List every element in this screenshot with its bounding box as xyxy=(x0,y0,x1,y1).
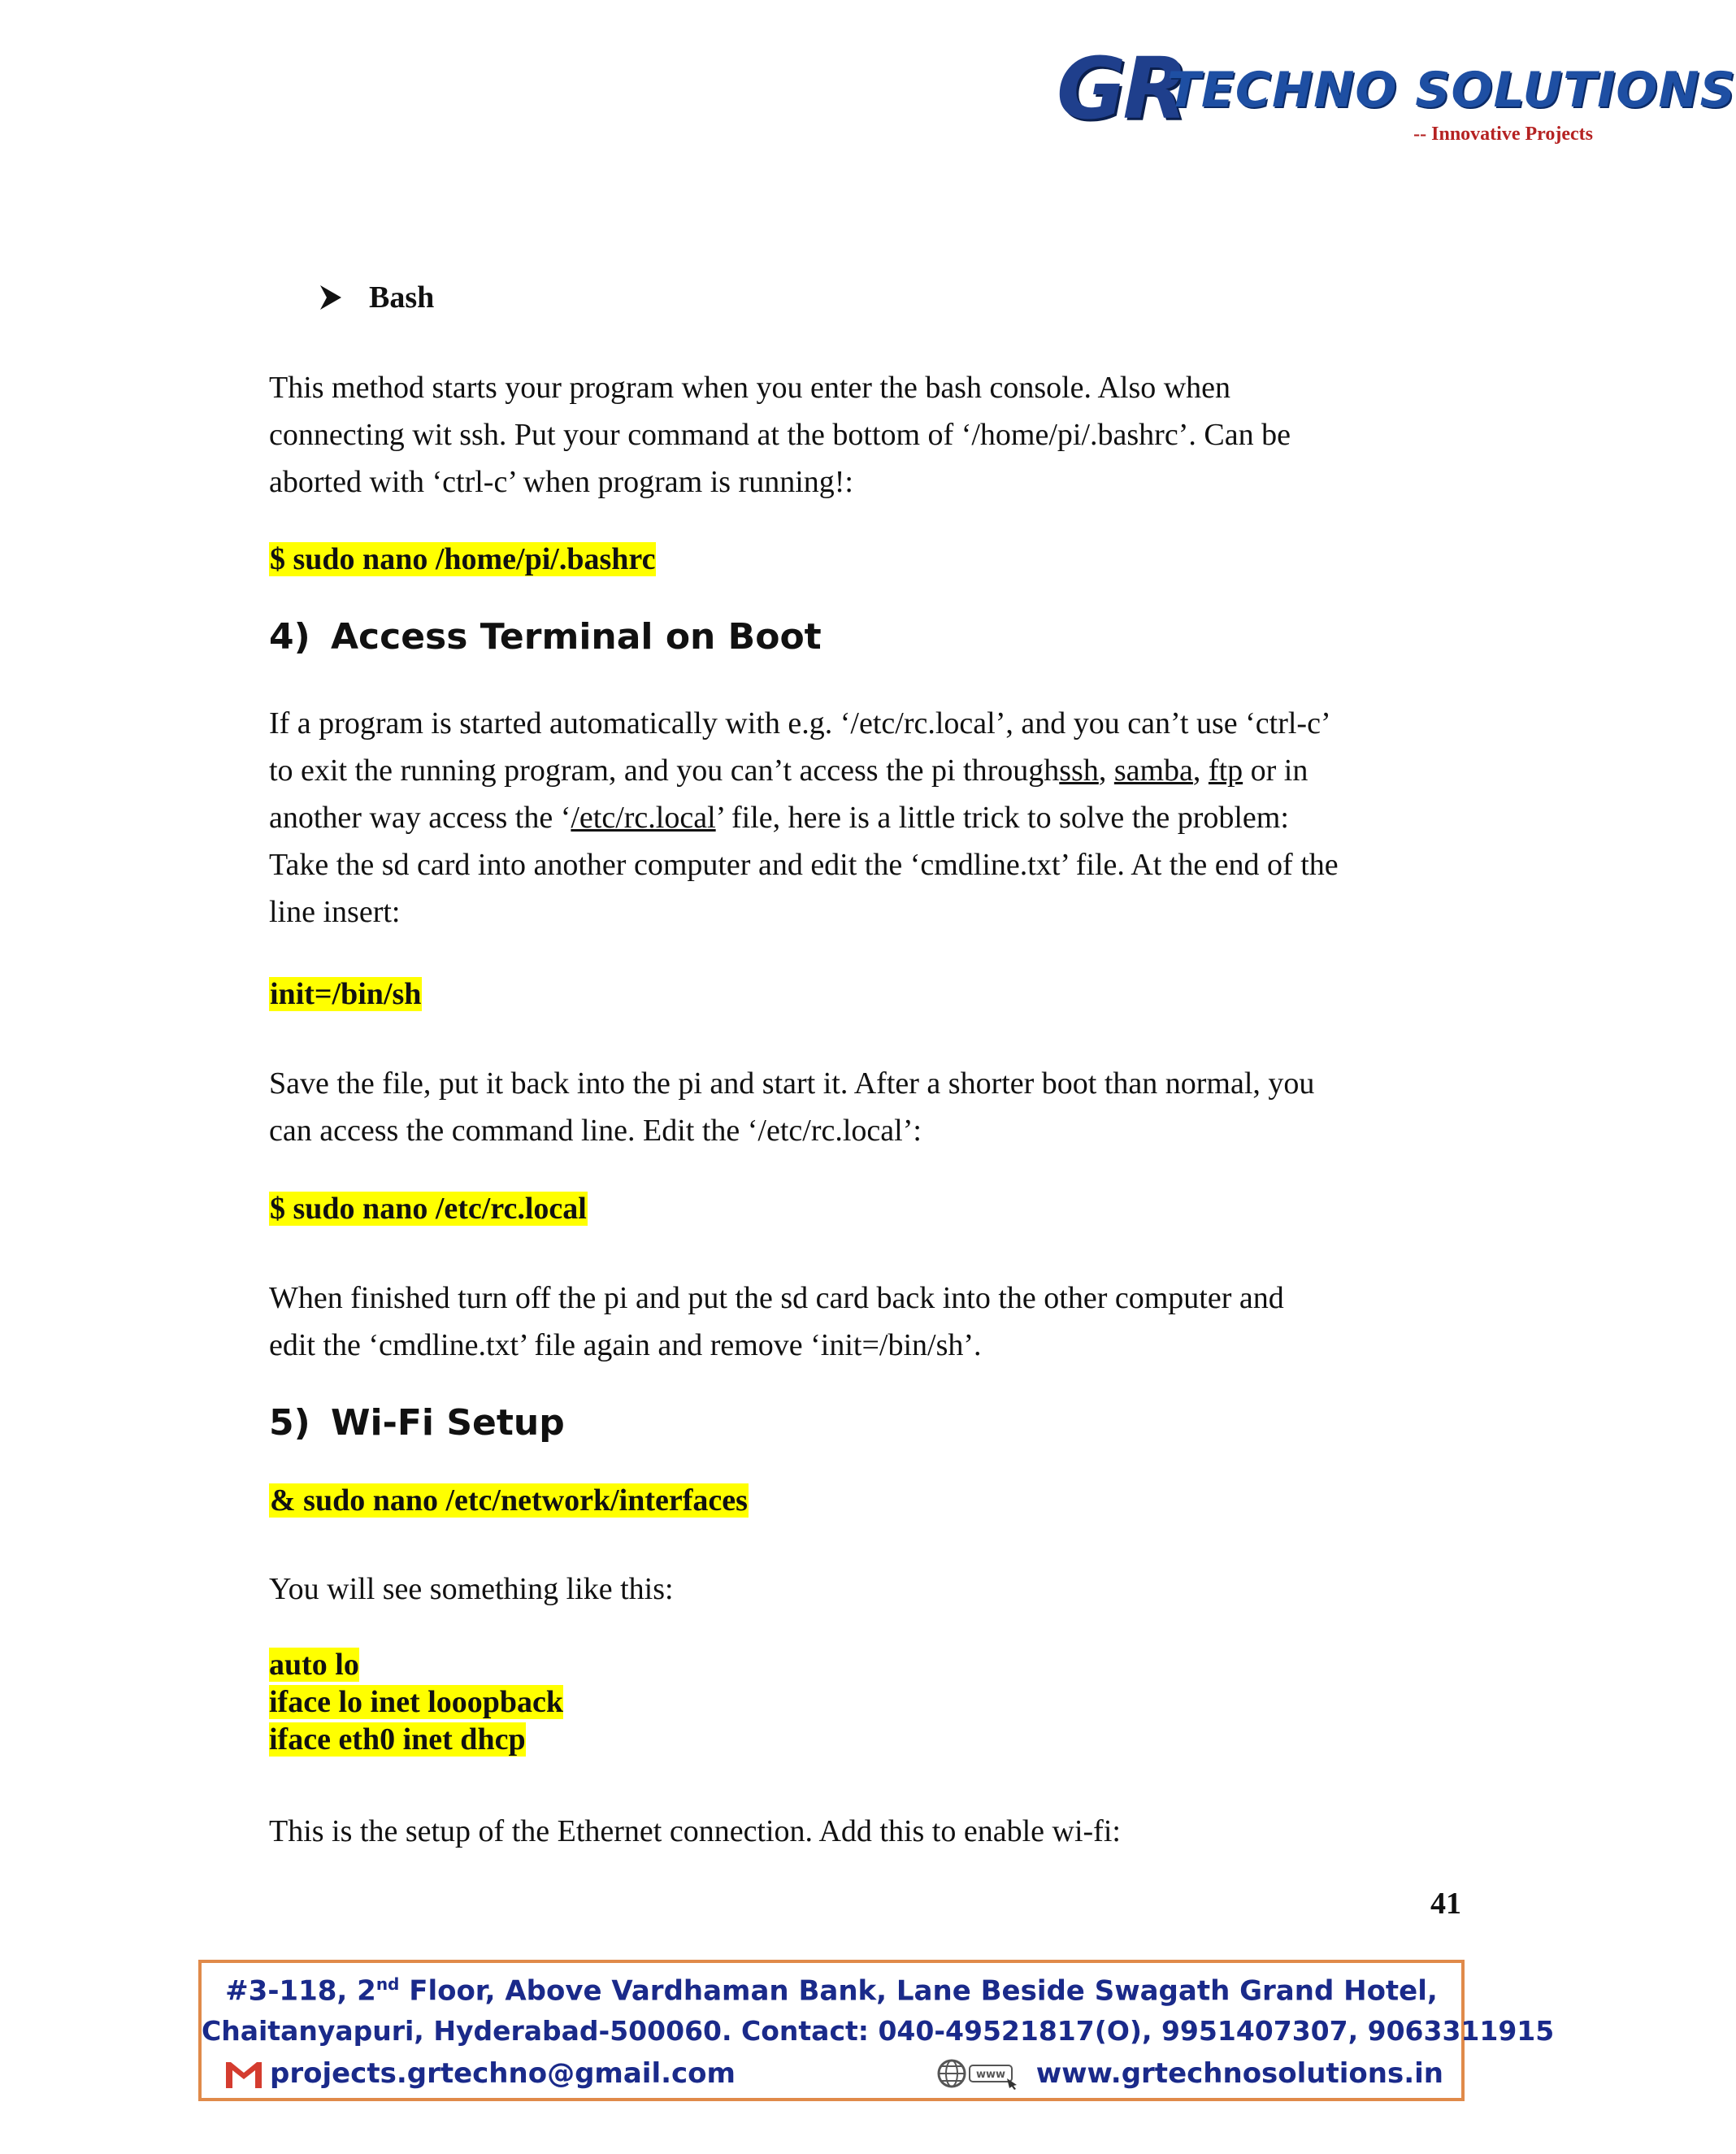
code-text: & sudo nano /etc/network/interfaces xyxy=(270,1483,748,1518)
code-text: init=/bin/sh xyxy=(270,977,422,1011)
company-logo xyxy=(1057,39,1736,153)
text-line: This method starts your program when you enter the bash console. Also when xyxy=(269,371,1231,405)
code-bashrc xyxy=(269,541,656,578)
code-line: iface eth0 inet dhcp xyxy=(269,1722,526,1757)
link-samba[interactable]: samba xyxy=(1113,753,1193,788)
footer-email[interactable] xyxy=(223,2057,736,2090)
text-line: You will see something like this: xyxy=(269,1572,674,1606)
paragraph-when-finished xyxy=(269,1275,1472,1369)
section-heading-5 xyxy=(269,1402,565,1444)
text-line: to exit the running program, and you can’t access the pi throughssh, samba, ftp or in xyxy=(269,753,1309,788)
svg-text:www: www xyxy=(975,2069,1005,2081)
link-rc-local[interactable]: /etc/rc.local xyxy=(571,801,716,835)
email-text[interactable]: projects.grtechno@gmail.com xyxy=(270,2057,736,2090)
code-line: iface lo inet looopback xyxy=(269,1685,564,1719)
text-line: Save the file, put it back into the pi and start it. After a shorter boot than normal, you xyxy=(269,1066,1315,1101)
text-line: When finished turn off the pi and put the sd card back into the other computer and xyxy=(269,1281,1284,1315)
code-text: $ sudo nano /home/pi/.bashrc xyxy=(270,542,656,576)
footer-contact-box xyxy=(198,1960,1555,2101)
code-rc-local xyxy=(269,1190,588,1227)
paragraph-bash-intro xyxy=(269,364,1472,506)
text-line: This is the setup of the Ethernet connection. Add this to enable wi-fi: xyxy=(269,1814,1121,1848)
code-block-interfaces xyxy=(269,1646,563,1758)
heading-title: Wi-Fi Setup xyxy=(331,1402,565,1444)
heading-title: Access Terminal on Boot xyxy=(331,616,822,658)
heading-number: 5) xyxy=(269,1402,310,1444)
heading-number: 4) xyxy=(269,616,310,658)
footer-address-line: #3-118, 2nd Floor, Above Vardhaman Bank, Lane Beside Swagath Grand Hotel, xyxy=(225,1974,1438,2008)
text-line: can access the command line. Edit the ‘/etc/rc.local’: xyxy=(269,1114,922,1148)
bullet-bash xyxy=(319,280,434,315)
text-line: Take the sd card into another computer and edit the ‘cmdline.txt’ file. At the end of the xyxy=(269,848,1339,882)
logo-tagline: -- Innovative Projects xyxy=(1413,124,1593,145)
footer-website[interactable] xyxy=(935,2057,1443,2090)
text-line: If a program is started automatically with e.g. ‘/etc/rc.local’, and you can’t use ‘ctrl-c’ xyxy=(269,706,1331,740)
gmail-icon xyxy=(223,2057,265,2090)
logo-name-text: TECHNO SOLUTIONS xyxy=(1167,62,1736,119)
section-heading-4 xyxy=(269,616,822,658)
text-line: edit the ‘cmdline.txt’ file again and remove ‘init=/bin/sh’. xyxy=(269,1328,982,1362)
text-line: another way access the ‘/etc/rc.local’ file, here is a little trick to solve the problem: xyxy=(269,801,1289,835)
arrow-bullet-icon xyxy=(319,284,343,311)
paragraph-see-something xyxy=(269,1566,1472,1613)
link-ftp[interactable]: ftp xyxy=(1208,753,1243,788)
code-text: $ sudo nano /etc/rc.local xyxy=(270,1192,587,1226)
text-line: connecting wit ssh. Put your command at the bottom of ‘/home/pi/.bashrc’. Can be xyxy=(269,418,1291,452)
code-init xyxy=(269,975,422,1013)
link-ssh[interactable]: ssh xyxy=(1059,753,1099,788)
code-line: auto lo xyxy=(269,1648,359,1682)
footer-contact-line: Chaitanyapuri, Hyderabad-500060. Contact: 040-49521817(O), 9951407307, 9063311915 xyxy=(202,2015,1555,2047)
page-number: 41 xyxy=(1430,1887,1461,1921)
website-text[interactable]: www.grtechnosolutions.in xyxy=(1035,2057,1443,2090)
logo-gr-text: GR xyxy=(1057,39,1185,138)
code-interfaces xyxy=(269,1482,749,1519)
paragraph-access-terminal xyxy=(269,700,1472,936)
globe-www-icon xyxy=(935,2057,1025,2090)
bullet-label: Bash xyxy=(369,280,435,315)
paragraph-save-file xyxy=(269,1060,1472,1154)
text-line: aborted with ‘ctrl-c’ when program is running!: xyxy=(269,465,853,499)
paragraph-ethernet-setup xyxy=(269,1808,1472,1855)
text-line: line insert: xyxy=(269,895,401,929)
